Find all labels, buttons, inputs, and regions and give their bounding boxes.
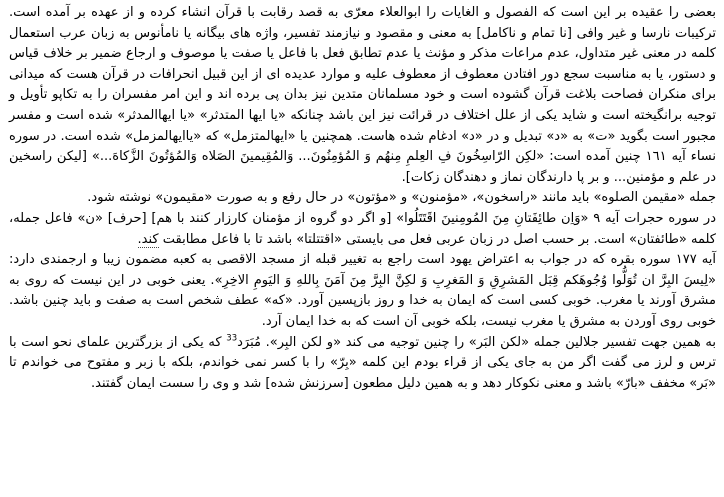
footnote-reference-33: 33 [226,333,238,344]
paragraph-quran-criticism: بعضی را عقیده بر این است که الفصول و الغایات را ابوالعلاء معرّی به قصد رقابت با قرآن انشاء کرده و از عهده بر آمده است. ترکیبات نارسا و غیر وافی [نا تمام و ناکامل] به معنی و مقصود و نیازمند تفسیر، واژه های بیگانه یا نامأنوس به زبان عرب استعمال کلمه در معنی غیر متداول، عدم مراعات مذکر و مؤنث یا عدم تطابق فعل با فاعل یا صفت یا موصوف و ارجاع ضمیر بر خلاف قیاس و دستور، یا به مناسبت سجع دور افتادن معطوف از معطوف علیه و موارد عدیده ای از این قبیل انحرافات در قرآن هست که میدانی برای منکران فصاحت بلاغت قرآن گشوده است و خود مسلمانان متدین نیز بدان پی برده اند و این امر مفسران را به تکاپو تأویل و توجیه برانگیخته است و شاید یکی از علل اختلاف در قرائت نیز این باشد چنانکه «یا ایها المتدثر» «یا ایهاالمدثر» شده است و مفسر مجبور است بگوید «ت» به «د» تبدیل و در «د» ادغام شده هاست. همچنین یا «ایهالمتزمل» که «یاایهالمزمل» شده است. در سوره نساء آیه ١٦١ چنین آمده است: «لکِن الرّاسِخُونَ فِ العِلمِ مِنهُم وَ المُؤمِنُونَ... وَالمُقِیمینَ الصَلاه وَالمُؤتُونَ الزَّکاهَ...» [لیکن راسخین در علم و مؤمنین... و بر پا دارندگان نماز و دهندگان زکات]. [9,5,716,185]
paragraph-mubarrad-text-before-footnote: به همین جهت تفسیر جلالین جمله «لکن البَر» را چنین توجیه می کند «و لکن البِر». مُبَرَد [237,334,717,350]
paragraph-hujurat-last-word: کند. [137,231,159,247]
paragraph-baqara-verse: آیه ١٧٧ سوره بقره که در جواب به اعتراض یهود است راجع به تغییر قبله از مسجد الاقصی به کعبه مضمون زیبا و ارجمندی دارد: «لِیسَ البِرَّ ان تُوَلُّوا وُجُوهَکم قِبَل المَشرِقِ وَ المَغرِبِ وَ لکِنَّ البِرَّ مِنَ آمَنَ بِاللهِ وَ الیَومِ الاخِرِ». یعنی خوبی در این نیست که روی به مشرق آورند یا مغرب. خوبی کسی است که ایمان به خدا و روز بازپسین آورد. «که» عطف شخص است به صفت و باید چنین باشد. خوبی روی آوردن به مشرق یا مغرب نیست، بلکه خوبی آن است که به خدا ایمان آرد. [9,252,716,329]
paragraph-hujurat-verse [9,209,716,250]
paragraph-moqimin-note: جمله «مقیمن الصلوه» باید مانند «راسخون»، «مؤمنون» و «مؤتون» در حال رفع و به صورت «مقیمون» نوشته شود. [87,190,716,206]
paragraph-mubarrad-text-after-footnote: که یکی از بزرگترین علمای نحو است با ترس و لرز می گفت اگر من به جای یکی از قراء بودم این کلمه «بِرّ» را با کسر نمی خواندم، بلکه با زبر و مفتوح می خواندم تا «بَر» مخفف «بارّ» باشد و معنی نکوکار دهد و به همین دلیل مطعون [سرزنش شده] شد و وی را سست ایمان گفتند. [9,334,716,391]
paragraph-mubarrad-anecdote [9,333,716,395]
paragraph-hujurat-text: در سوره حجرات آیه ٩ «وَاِن طائِفَتانِ مِنَ المُومِنینَ اقَتَتَلُوا» [و اگر دو گروه از مؤمنان کارزار کنند با هم] [حرف] «ن» فاعل جمله، کلمه «طائفتان» است. بر حسب اصل در زبان عربی فعل می بایستی «اقتتلتا» باشد تا با فاعل مطابقت [9,210,716,247]
